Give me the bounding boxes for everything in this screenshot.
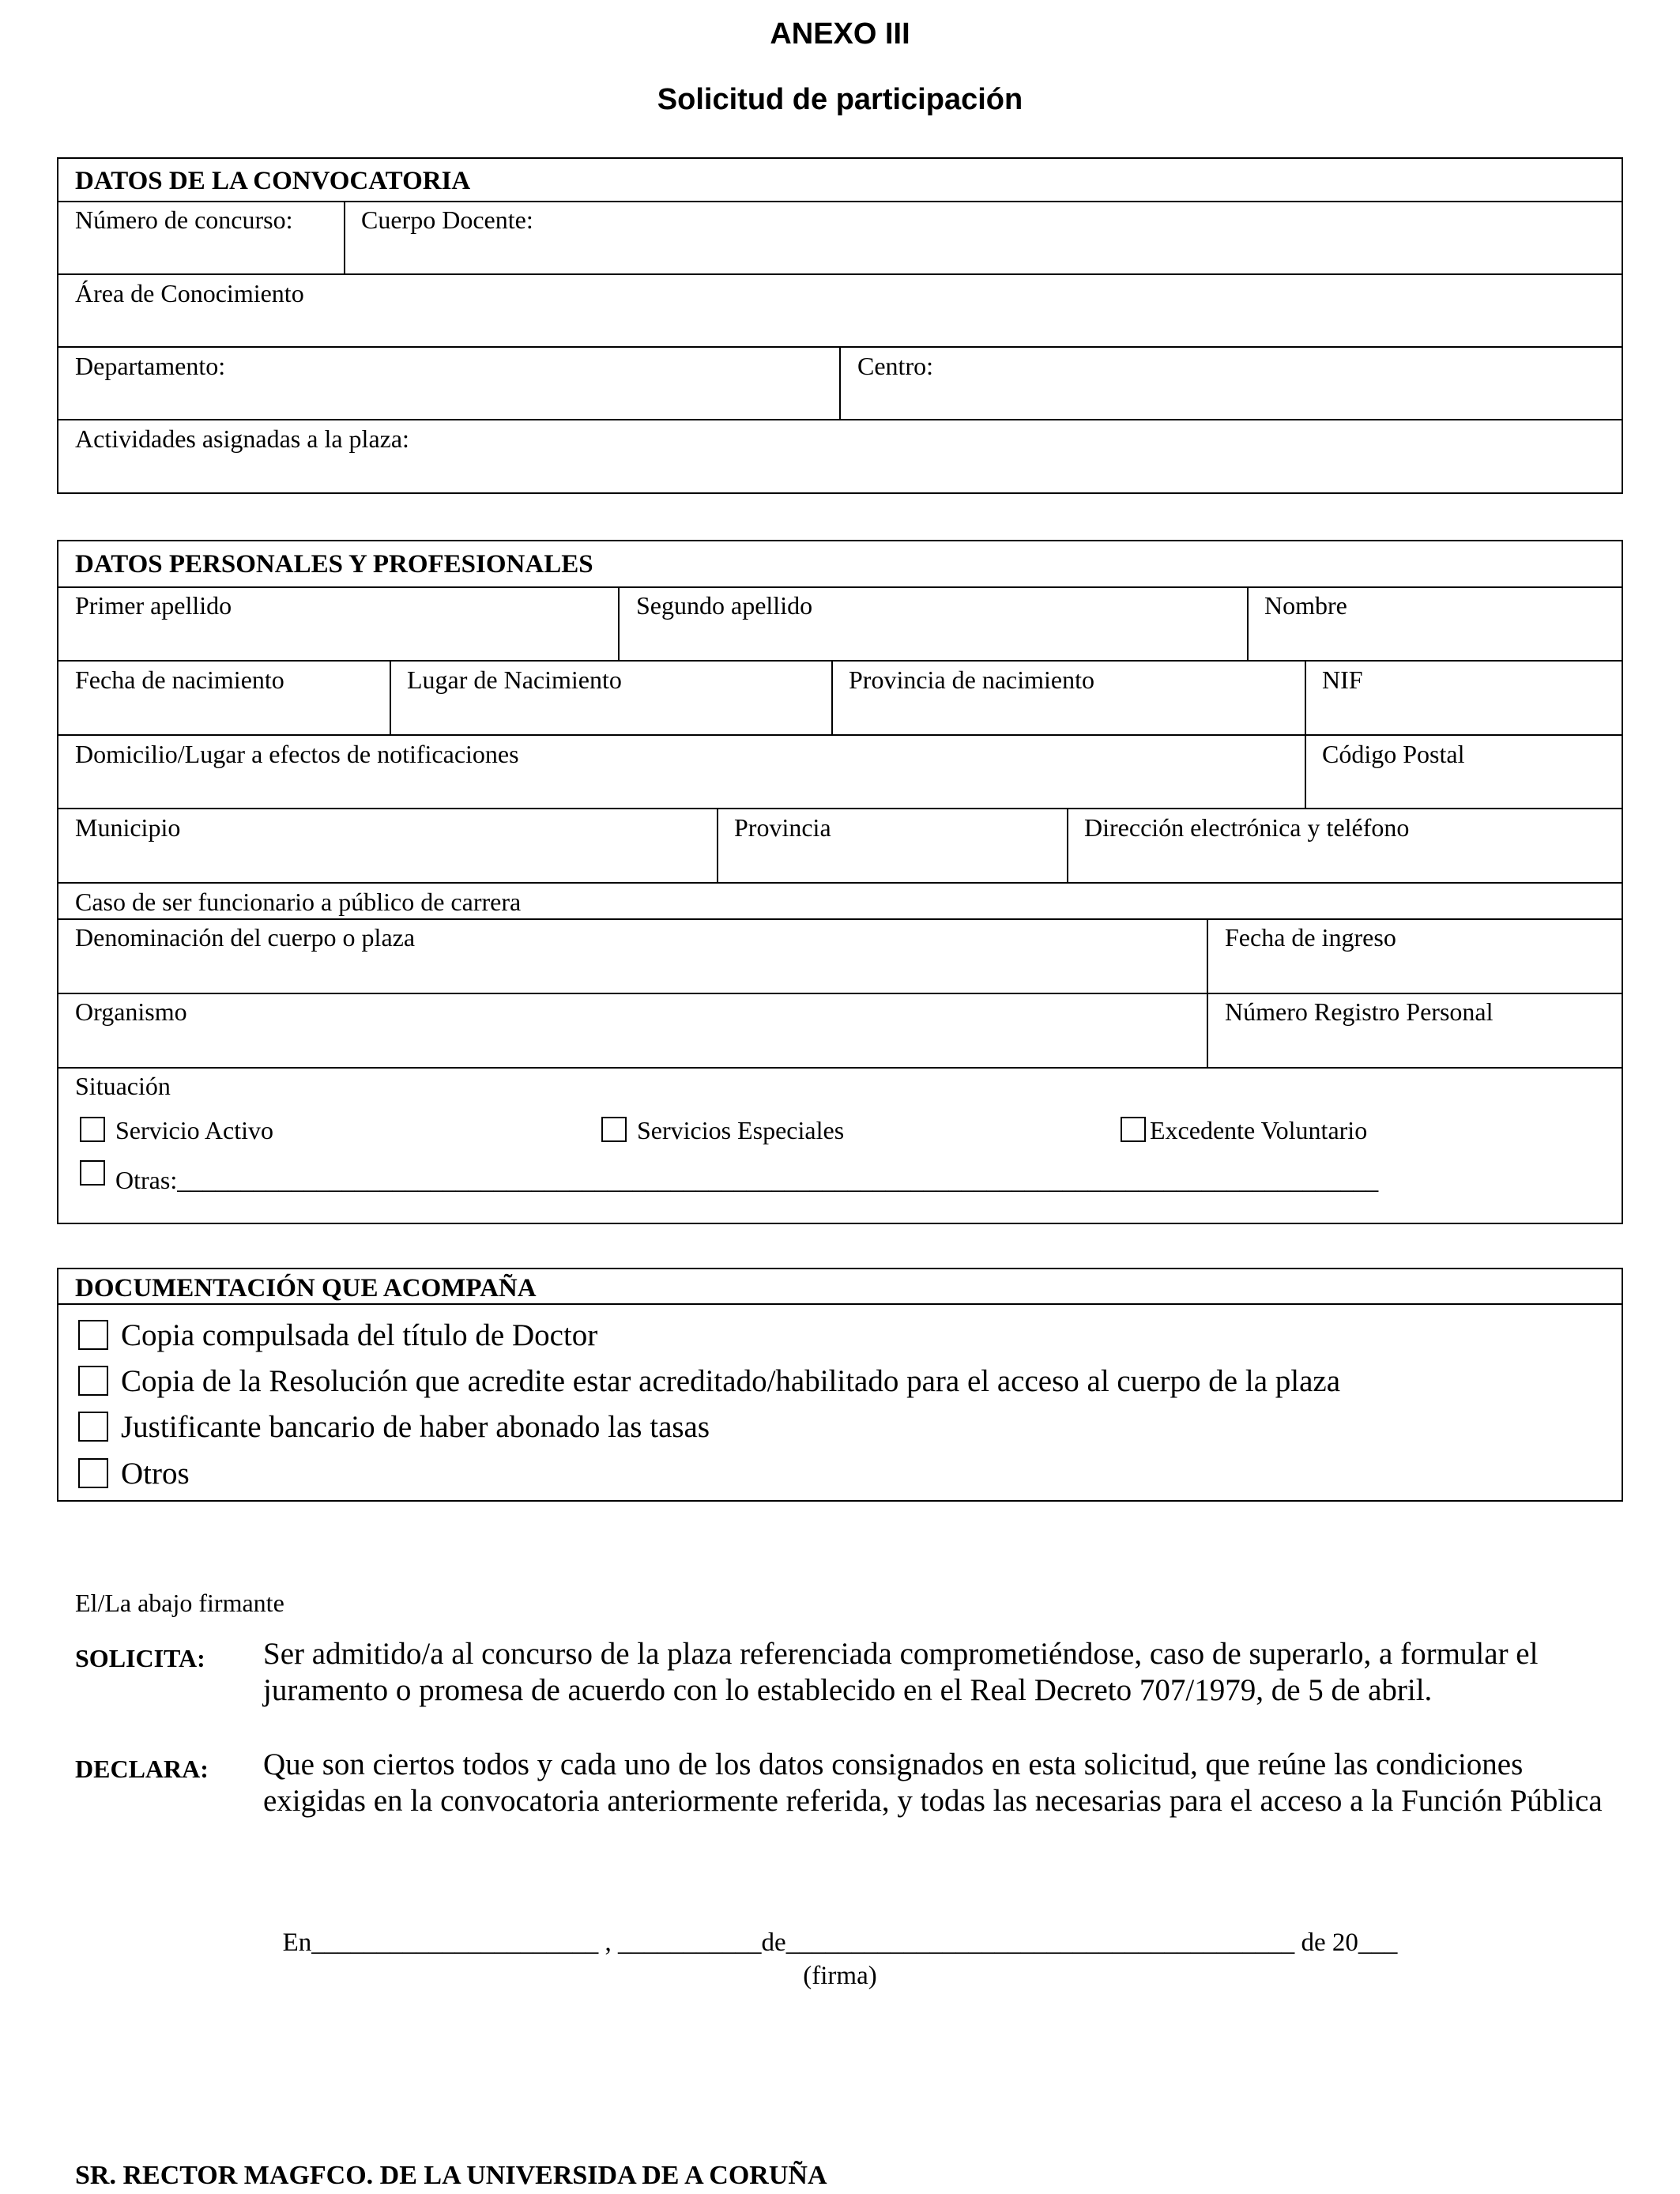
divider: [57, 201, 1623, 202]
servicios-especiales-checkbox[interactable]: [601, 1117, 627, 1142]
situacion-label: Situación: [75, 1072, 171, 1100]
numero-registro-field[interactable]: Número Registro Personal: [1225, 997, 1494, 1026]
doc-resolucion-checkbox[interactable]: [78, 1366, 108, 1396]
divider: [57, 419, 1623, 420]
divider: [618, 586, 620, 660]
divider: [57, 808, 1623, 809]
doc-otros-checkbox[interactable]: [78, 1458, 108, 1488]
declara-text: Que son ciertos todos y cada uno de los datos consignados en esta solicitud, que reúne las condiciones exigidas en la convocatoria anteriormente referida, y todas las necesarias para el acceso a la Función Pública: [263, 1747, 1603, 1818]
divider: [1247, 586, 1249, 660]
divider: [831, 660, 833, 734]
nombre-field[interactable]: Nombre: [1264, 591, 1347, 620]
provincia-nacimiento-field[interactable]: Provincia de nacimiento: [849, 665, 1095, 694]
page-title: Solicitud de participación: [657, 83, 1023, 116]
divider: [344, 201, 345, 273]
divider: [57, 1067, 1623, 1069]
divider: [839, 346, 841, 419]
doc-otros-label: Otros: [121, 1457, 190, 1491]
area-conocimiento-field[interactable]: Área de Conocimiento: [75, 279, 304, 307]
documentacion-heading: DOCUMENTACIÓN QUE ACOMPAÑA: [75, 1274, 537, 1302]
provincia-field[interactable]: Provincia: [734, 813, 831, 842]
divider: [1207, 918, 1208, 1067]
firma-line[interactable]: En______________________ , ___________de_______________________________________ de 20___: [282, 1928, 1398, 1957]
centro-field[interactable]: Centro:: [857, 352, 933, 380]
divider: [1305, 660, 1306, 808]
lugar-nacimiento-field[interactable]: Lugar de Nacimiento: [407, 665, 622, 694]
segundo-apellido-field[interactable]: Segundo apellido: [636, 591, 813, 620]
solicita-text: Ser admitido/a al concurso de la plaza referenciada comprometiéndose, caso de superarlo, a formular el juramento o promesa de acuerdo con lo establecido en el Real Decreto 707/1979, de 5 de abril.: [263, 1637, 1539, 1707]
cuerpo-docente-field[interactable]: Cuerpo Docente:: [361, 205, 533, 234]
firma-label: (firma): [803, 1962, 877, 1990]
declara-label: DECLARA:: [75, 1755, 209, 1783]
addressee: SR. RECTOR MAGFCO. DE LA UNIVERSIDA DE A CORUÑA: [75, 2161, 827, 2190]
divider: [57, 273, 1623, 275]
divider: [57, 734, 1623, 736]
annex-title: ANEXO III: [770, 17, 910, 51]
firmante-intro: El/La abajo firmante: [75, 1589, 284, 1617]
numero-concurso-field[interactable]: Número de concurso:: [75, 205, 293, 234]
doc-justificante-label: Justificante bancario de haber abonado las tasas: [121, 1410, 710, 1444]
divider: [57, 660, 1623, 662]
divider: [57, 993, 1623, 994]
excedente-voluntario-checkbox[interactable]: [1121, 1117, 1146, 1142]
excedente-voluntario-label: Excedente Voluntario: [1150, 1116, 1368, 1144]
personales-heading: DATOS PERSONALES Y PROFESIONALES: [75, 550, 593, 579]
divider: [1067, 808, 1068, 882]
doc-justificante-checkbox[interactable]: [78, 1412, 108, 1442]
primer-apellido-field[interactable]: Primer apellido: [75, 591, 232, 620]
servicio-activo-checkbox[interactable]: [80, 1117, 105, 1142]
caso-funcionario-label: Caso de ser funcionario a público de carrera: [75, 888, 522, 916]
departamento-field[interactable]: Departamento:: [75, 352, 226, 380]
codigo-postal-field[interactable]: Código Postal: [1322, 740, 1465, 768]
otras-field[interactable]: Otras:_______________________________________________________________________________________________: [115, 1166, 1379, 1194]
servicio-activo-label: Servicio Activo: [115, 1116, 273, 1144]
organismo-field[interactable]: Organismo: [75, 997, 187, 1026]
solicita-label: SOLICITA:: [75, 1644, 205, 1672]
divider: [57, 1303, 1623, 1305]
divider: [57, 918, 1623, 920]
denominacion-cuerpo-field[interactable]: Denominación del cuerpo o plaza: [75, 923, 416, 952]
actividades-field[interactable]: Actividades asignadas a la plaza:: [75, 424, 409, 453]
otras-checkbox[interactable]: [80, 1160, 105, 1186]
divider: [717, 808, 718, 882]
municipio-field[interactable]: Municipio: [75, 813, 181, 842]
divider: [57, 882, 1623, 884]
nif-field[interactable]: NIF: [1322, 665, 1363, 694]
servicios-especiales-label: Servicios Especiales: [637, 1116, 845, 1144]
doc-titulo-label: Copia compulsada del título de Doctor: [121, 1318, 598, 1352]
convocatoria-heading: DATOS DE LA CONVOCATORIA: [75, 167, 471, 195]
fecha-nacimiento-field[interactable]: Fecha de nacimiento: [75, 665, 284, 694]
divider: [390, 660, 391, 734]
domicilio-field[interactable]: Domicilio/Lugar a efectos de notificaciones: [75, 740, 519, 768]
doc-resolucion-label: Copia de la Resolución que acredite estar acreditado/habilitado para el acceso al cuerpo de la plaza: [121, 1364, 1341, 1398]
direccion-electronica-field[interactable]: Dirección electrónica y teléfono: [1084, 813, 1410, 842]
divider: [57, 586, 1623, 588]
doc-titulo-checkbox[interactable]: [78, 1320, 108, 1350]
fecha-ingreso-field[interactable]: Fecha de ingreso: [1225, 923, 1396, 952]
